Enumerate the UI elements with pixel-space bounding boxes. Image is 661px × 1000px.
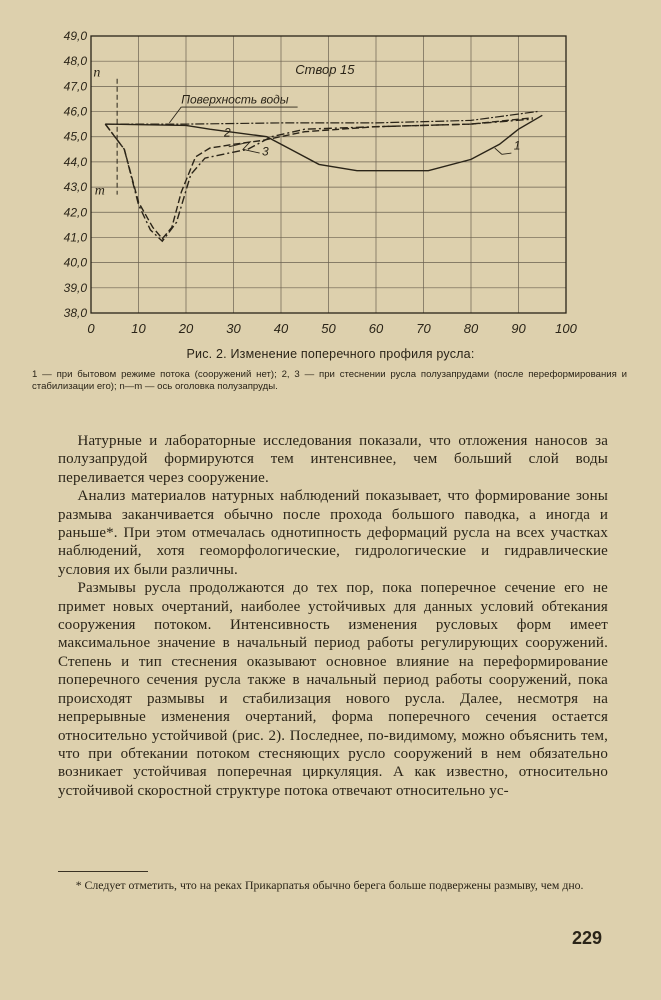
- paragraph-1: Натурные и лабораторные исследования показали, что отложения наносов за полузапрудой формируются тем интенсивнее, чем больший слой воды переливается через сооружение.: [58, 433, 608, 486]
- profile-label-1: 1: [513, 138, 521, 153]
- y-tick-label: 44,0: [63, 154, 87, 169]
- y-tick-label: 38,0: [63, 306, 87, 320]
- profile-label-2: 2: [224, 125, 231, 140]
- y-tick-label: 39,0: [63, 280, 87, 295]
- y-tick-label: 48,0: [63, 54, 87, 69]
- x-tick-label: 0: [87, 321, 95, 336]
- x-tick-label: 20: [178, 321, 194, 336]
- y-tick-label: 40,0: [63, 255, 87, 270]
- footnote-text: * Следует отметить, что на реках Прикарпатья обычно берега больше подвержены размыву, чем дно.: [75, 878, 584, 892]
- page-number: 229: [572, 928, 603, 948]
- y-tick-label: 41,0: [63, 230, 87, 245]
- y-tick-label: 46,0: [63, 104, 87, 119]
- x-tick-label: 10: [131, 321, 146, 336]
- paragraph-2: Анализ материалов натурных наблюдений показывает, что формирование зоны размыва заканчивается обычно после прохода большого паводка, а иногда и раньше*. При этом отмечалась однотипность деформаций русла на всех участках наблюдений, хотя геоморфологические, гидрологические и гидравлические условия их были различны.: [58, 488, 608, 578]
- paragraph-3: Размывы русла продолжаются до тех пор, пока поперечное сечение его не примет новых очертаний, наиболее устойчивых для данных условий обтекания сооружения потоком. Интенсивность изменения русловых форм имеет максимальное значение в начальный период работы регулирующих сооружений. Степень и тип стеснения оказывают основное влияние на переформирование поперечного сечения русла также в начальный период работы сооружений, пока происходят размывы и стабилизация нового русла. Далее, несмотря на непрерывные изменения очертаний, форма поперечного сечения остается относительно устойчивой (рис. 2). Последнее, по-видимому, можно объяснить тем, что при обтекании потоком стесняющих русло сооружений в нем обязательно возникает устойчивая поперечная циркуляция. А как известно, относительно устойчивой скоростной структуре потока отвечают относительно ус-: [58, 580, 608, 799]
- x-tick-label: 50: [321, 321, 336, 336]
- x-tick-label: 60: [368, 321, 384, 336]
- cross-section-chart: [40, 18, 640, 348]
- water-surface-leader: [169, 107, 181, 123]
- m-label: m: [94, 183, 105, 199]
- profile-line-2: [105, 118, 533, 239]
- y-tick-label: 45,0: [63, 129, 87, 144]
- main-text: [58, 432, 608, 800]
- station-label: Створ 15: [295, 61, 355, 77]
- y-tick-label: 47,0: [63, 79, 87, 94]
- x-tick-label: 80: [463, 321, 479, 336]
- figure-caption: Рис. 2. Изменение поперечного профиля русла:: [186, 347, 475, 361]
- footnote-divider: [58, 871, 148, 872]
- y-tick-label: 49,0: [63, 29, 87, 43]
- profile-label-3: 3: [262, 144, 269, 159]
- profile-leader-1b: [495, 148, 502, 154]
- y-tick-label: 42,0: [63, 205, 87, 220]
- x-tick-label: 40: [273, 321, 289, 336]
- figure-2: [40, 18, 640, 348]
- footnote: [58, 878, 608, 893]
- profile-line-3: [105, 119, 533, 241]
- x-tick-label: 70: [416, 321, 431, 336]
- n-label: n: [93, 65, 101, 81]
- water-surface-label: Поверхность воды: [181, 92, 289, 107]
- x-tick-label: 100: [555, 321, 577, 336]
- figure-legend: 1 — при бытовом режиме потока (сооружений нет); 2, 3 — при стеснении русла полузапрудами (после переформирования и стабилизации его); n—m — ось оголовка полузапруды.: [32, 369, 627, 392]
- x-tick-label: 30: [226, 321, 241, 336]
- y-tick-label: 43,0: [63, 180, 87, 195]
- grid: [91, 36, 566, 313]
- x-tick-label: 90: [511, 321, 526, 336]
- profile-leader-1: [502, 153, 512, 154]
